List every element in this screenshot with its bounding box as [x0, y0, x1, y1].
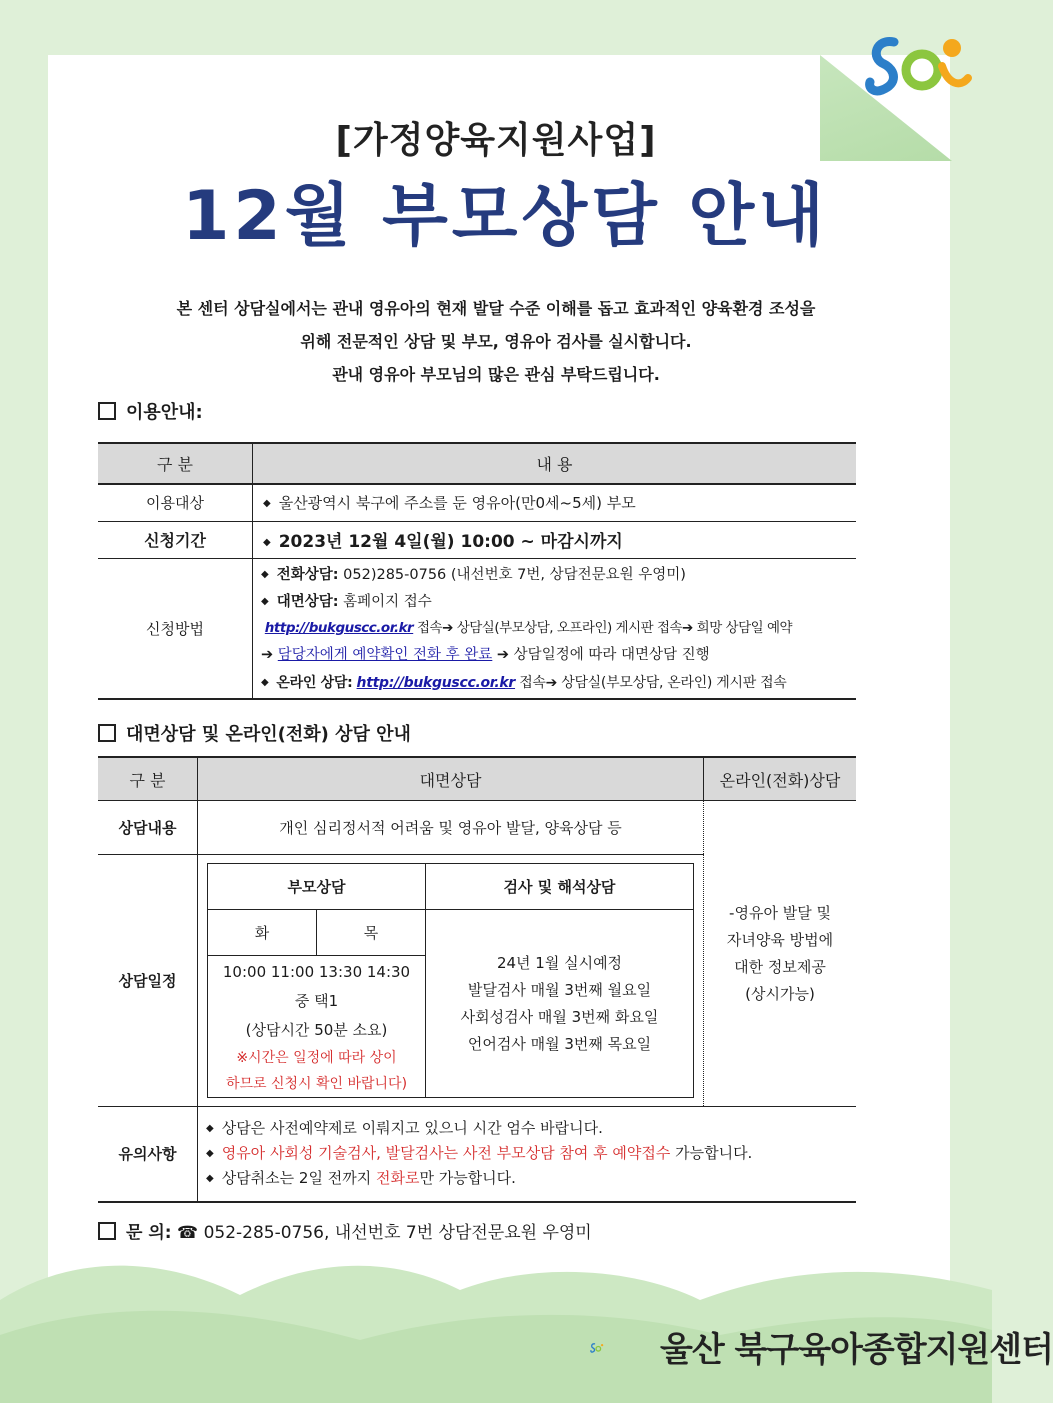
contact-value: 052-285-0756, 내선번호 7번 상담전문요원 우영미: [203, 1223, 592, 1243]
section-title: 이용안내:: [126, 402, 203, 423]
test-schedule: 24년 1월 실시예정 발달검사 매월 3번째 월요일 사회성검사 매월 3번째 화요일 언어검사 매월 3번째 목요일: [426, 910, 694, 1098]
notice-label: 유의사항: [98, 1107, 198, 1202]
section-usage-heading: [98, 398, 203, 424]
thursday-label: 목: [317, 910, 426, 956]
header-category: 구 분: [98, 443, 253, 484]
intro-line: 관내 영유아 부모님의 많은 관심 부탁드립니다.: [332, 365, 660, 384]
consult-table: [98, 756, 856, 1203]
content-value: 개인 심리정서적 어려움 및 영유아 발달, 양육상담 등: [198, 801, 704, 855]
header-offline: 대면상담: [198, 757, 704, 801]
checkbox-square-icon: [98, 402, 116, 420]
contact-info: [98, 1218, 592, 1243]
content-label: 상담내용: [98, 801, 198, 855]
online-info: -영유아 발달 및 자녀양육 방법에 대한 정보제공 (상시가능): [704, 801, 857, 1107]
checkbox-square-icon: [98, 724, 116, 742]
intro-line: 위해 전문적인 상담 및 부모, 영유아 검사를 실시합니다.: [300, 332, 692, 351]
contact-label: 문 의:: [126, 1223, 172, 1243]
intro-line: 본 센터 상담실에서는 관내 영유아의 현재 발달 수준 이해를 돕고 효과적인 양육환경 조성을: [176, 299, 816, 318]
header-category: 구 분: [98, 757, 198, 801]
usage-table: [98, 442, 856, 700]
section-consult-heading: [98, 720, 411, 746]
target-value: ◆ 울산광역시 북구에 주소를 둔 영유아(만0세~5세) 부모: [253, 484, 857, 521]
phone-icon: ☎: [176, 1223, 199, 1243]
test-consult-header: 검사 및 해석상담: [426, 864, 694, 910]
title-program: [가정양육지원사업]: [335, 120, 657, 161]
tuesday-label: 화: [208, 910, 317, 956]
schedule-label: 상담일정: [98, 855, 198, 1107]
parent-schedule: 10:00 11:00 13:30 14:30 중 택1 (상담시간 50분 소요) ※시간은 일정에 따라 상이 하므로 신청시 확인 바랍니다): [208, 956, 426, 1098]
header-online: 온라인(전화)상담: [704, 757, 857, 801]
checkbox-square-icon: [98, 1222, 116, 1240]
section-title: 대면상담 및 온라인(전화) 상담 안내: [126, 724, 411, 745]
period-value: ◆ 2023년 12월 4일(월) 10:00 ~ 마감시까지: [253, 521, 857, 558]
page-title: 12월 부모상담 안내: [182, 177, 828, 256]
schedule-inner-table: [207, 863, 694, 1098]
brand-logo-icon: [590, 1318, 660, 1378]
period-label: 신청기간: [98, 521, 253, 558]
parent-consult-header: 부모상담: [208, 864, 426, 910]
confirm-call-link[interactable]: 담당자에게 예약확인 전화 후 완료: [277, 646, 493, 663]
method-label: 신청방법: [98, 558, 253, 699]
header-content: 내 용: [253, 443, 857, 484]
online-link[interactable]: http://bukguscc.or.kr: [356, 674, 516, 691]
method-content: ◆ 전화상담: 052)285-0756 (내선번호 7번, 상담전문요원 우영미) ◆ 대면상담: 홈페이지 접수 http://bukguscc.or.kr 접속➔ 상담실(부모상담, 오프라인) 게시판 접속➔ 희망 상담일 예약 ➔ 담당자에게 예약확인 전화 후 완료 ➔ 상담일정에 따라 대면상담 진행 ◆ 온라인 상담: http://bukguscc.or.kr 접속➔ 상담실(부모상담, 온라인) 게시판 접속: [253, 558, 857, 699]
homepage-link[interactable]: http://bukguscc.or.kr: [264, 619, 414, 636]
notice-content: ◆ 상담은 사전예약제로 이뤄지고 있으니 시간 엄수 바랍니다. ◆ 영유아 사회성 기술검사, 발달검사는 사전 부모상담 참여 후 예약접수 가능합니다. ◆ 상담취소는 2일 전까지 전화로만 가능합니다.: [198, 1107, 857, 1202]
target-label: 이용대상: [98, 484, 253, 521]
center-logo-icon: [864, 30, 974, 102]
schedule-content: [198, 855, 704, 1107]
brand-name: 울산 북구육아종합지원센터: [660, 1330, 1053, 1370]
intro-paragraph: [60, 292, 932, 391]
